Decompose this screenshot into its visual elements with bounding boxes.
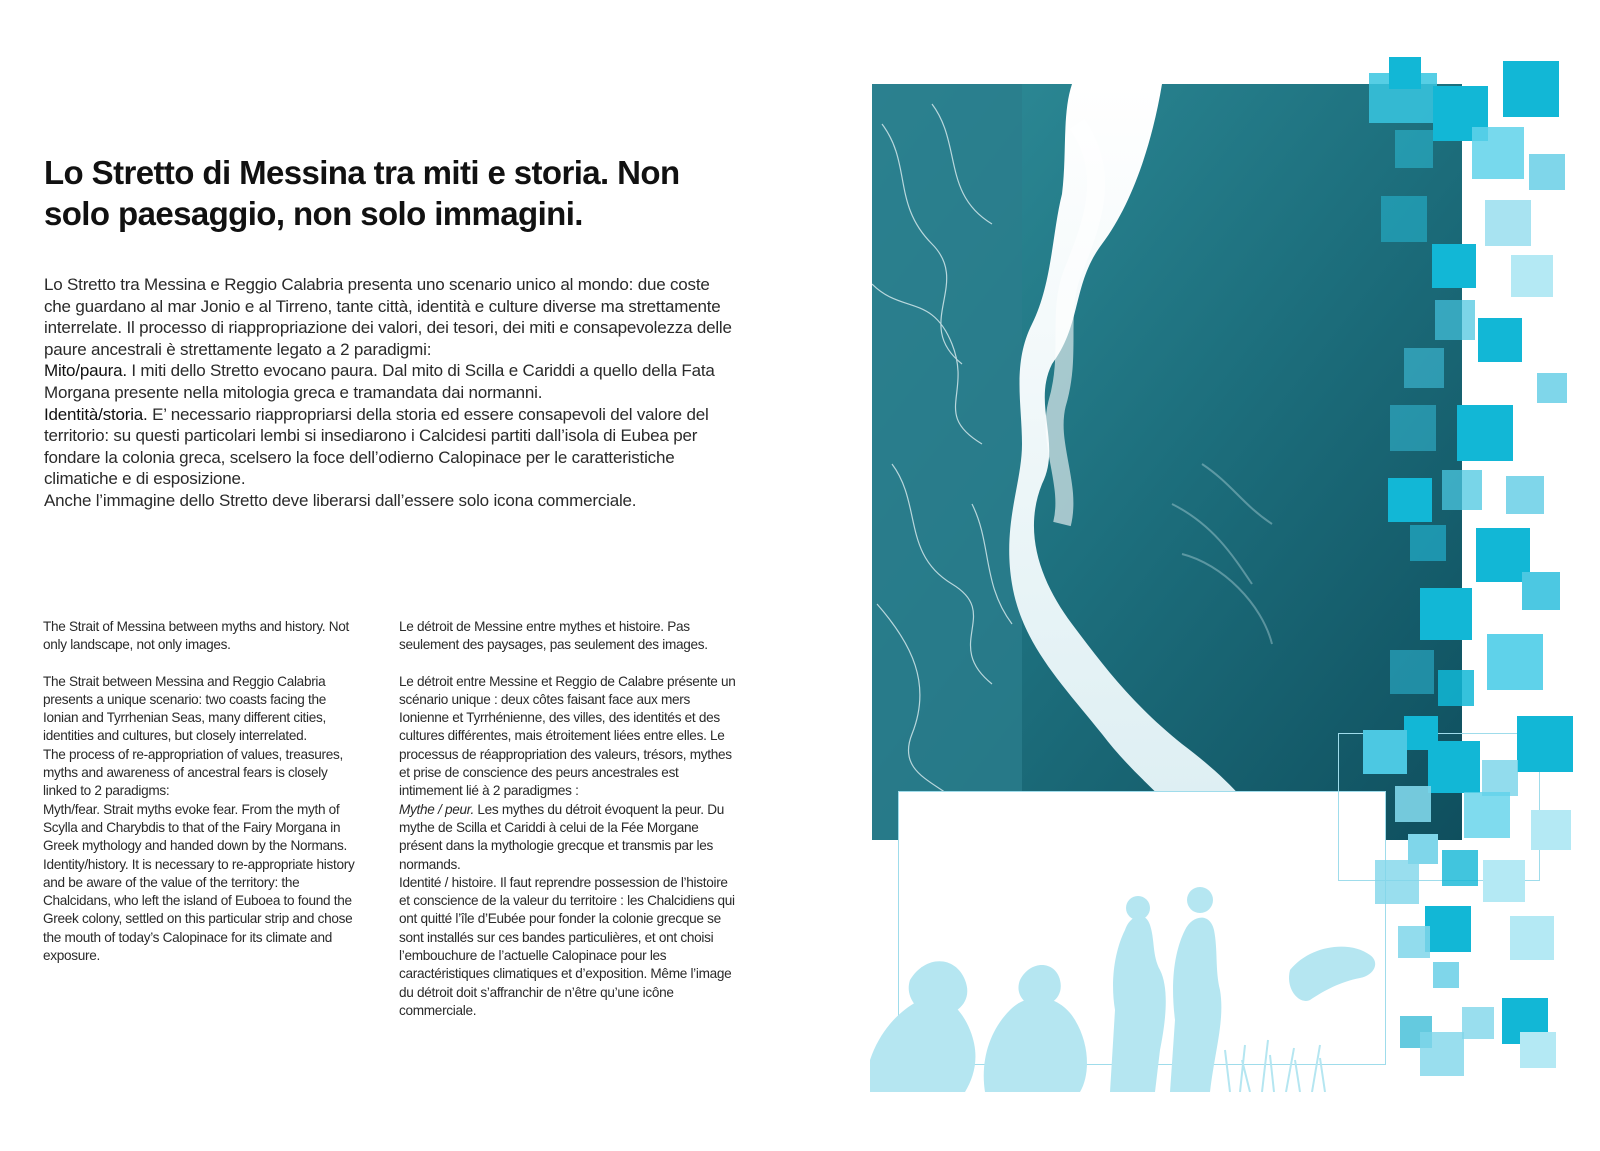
mosaic-tile <box>1482 760 1518 796</box>
mosaic-tile <box>1464 792 1510 838</box>
mosaic-tile <box>1428 741 1480 793</box>
french-myth-text: Les mythes du détroit évoquent la peur. Du mythe de Scilla et Cariddi à celui de la Fée Morgane présent dans la mythologie grecque et transmis par les normands. <box>399 801 725 872</box>
italian-paragraph-myth <box>44 360 734 403</box>
aerial-wave-photo <box>872 84 1462 840</box>
walking-person-right-head <box>1187 887 1213 913</box>
french-myth-label: Mythe / peur. <box>399 801 474 817</box>
mosaic-tile <box>1438 670 1474 706</box>
mosaic-tile <box>1389 57 1421 89</box>
french-paragraph: Le détroit entre Messine et Reggio de Calabre présente un scénario unique : deux côtes faisant face aux mers Ionienne et Tyrrhénienne, des villes, des identités et des cultures différentes, mais étroitement liées entre elles. Le processus de réappropriation des valeurs, trésors, mythes et prise de conscience des peurs ancestrales est intimement lié à 2 paradigmes : <box>399 673 736 799</box>
walking-person-right <box>1170 918 1221 1092</box>
italian-paragraph-closing: Anche l’immagine dello Stretto deve liberarsi dall’essere solo icona commerciale. <box>44 490 637 510</box>
english-paragraph: The Strait between Messina and Reggio Calabria presents a unique scenario: two coasts facing the Ionian and Tyrrhenian Seas, many different cities, identities and cultures, but closely interrelated. <box>43 673 327 744</box>
mosaic-tile <box>1432 244 1476 288</box>
mosaic-tile <box>1398 926 1430 958</box>
mosaic-tile <box>1375 860 1419 904</box>
mosaic-tile <box>1520 1032 1556 1068</box>
mosaic-tile <box>1410 525 1446 561</box>
mosaic-tile <box>1425 906 1471 952</box>
italian-myth-label: Mito/paura. <box>44 361 127 381</box>
french-title: Le détroit de Messine entre mythes et histoire. Pas seulement des paysages, pas seulement des images. <box>399 619 708 653</box>
mosaic-tile <box>1433 962 1459 988</box>
dolphin-figure <box>1289 947 1375 1001</box>
walking-person-left <box>1110 916 1166 1092</box>
mosaic-tile <box>1420 1032 1464 1076</box>
seated-person-right <box>984 998 1087 1092</box>
mosaic-tile <box>1506 476 1544 514</box>
italian-identity-label: Identità/storia. <box>44 404 148 424</box>
english-paragraph: Identity/history. It is necessary to re-appropriate history and be aware of the value of the territory: the Chalcidans, who left the island of Euboea to found the Greek colony, settled on this particular strip and chose the mouth of today’s Calopinace for its climate and exposure. <box>43 856 355 964</box>
italian-body <box>44 274 734 512</box>
mosaic-tile <box>1531 810 1571 850</box>
mosaic-tile <box>1457 405 1513 461</box>
mosaic-tile <box>1404 348 1444 388</box>
mosaic-tile <box>1487 634 1543 690</box>
italian-myth-text: I miti dello Stretto evocano paura. Dal mito di Scilla e Cariddi a quello della Fata Morgana presente nella mitologia greca e tramandata dai normanni. <box>44 361 715 402</box>
mosaic-tile <box>1390 650 1434 694</box>
paragraph-gap <box>43 655 361 673</box>
italian-identity-text: E’ necessario riappropriarsi della storia ed essere consapevoli del valore del territorio: su questi particolari lembi si insediarono i Calcidesi partiti dall’isola di Eubea per fondare la colonia greca, scelsero la foce dell’odierno Calopinace per le caratteristiche climatiche e di esposizione. <box>44 404 709 489</box>
mosaic-tile <box>1395 130 1433 168</box>
mosaic-tile <box>1442 470 1482 510</box>
wave-illustration <box>872 84 1462 840</box>
mosaic-tile <box>1522 572 1560 610</box>
mosaic-tile <box>1363 730 1407 774</box>
english-column <box>43 618 361 965</box>
mosaic-tile <box>1420 588 1472 640</box>
mosaic-tile <box>1517 716 1573 772</box>
seated-person-hat <box>1018 965 1060 1006</box>
english-paragraph: The process of re-appropriation of values, treasures, myths and awareness of ancestral fears is closely linked to 2 paradigms: <box>43 746 343 799</box>
mosaic-tile <box>1395 786 1431 822</box>
italian-paragraph-intro: Lo Stretto tra Messina e Reggio Calabria presenta uno scenario unico al mondo: due coste che guardano al mar Jonio e al Tirreno, tante città, identità e culture diverse ma strettamente interrelate. Il processo di riappropriazione dei valori, dei tesori, dei miti e consapevolezza delle paure ancestrali è strettamente legato a 2 paradigmi: <box>44 275 732 359</box>
english-title: The Strait of Messina between myths and history. Not only landscape, not only images. <box>43 619 350 653</box>
left-sea-band <box>872 84 1022 840</box>
mosaic-tile <box>1478 318 1522 362</box>
mosaic-tile <box>1537 373 1567 403</box>
mosaic-tile <box>1483 860 1525 902</box>
mosaic-tile <box>1511 255 1553 297</box>
mosaic-tile <box>1388 478 1432 522</box>
mosaic-tile <box>1510 916 1554 960</box>
mosaic-tile <box>1381 196 1427 242</box>
french-column <box>399 618 739 1020</box>
french-paragraph-myth <box>399 801 739 874</box>
french-paragraph: Identité / histoire. Il faut reprendre possession de l’histoire et conscience de la valeur du territoire : les Chalcidiens qui ont quitté l’île d’Eubée pour fonder la colonie grecque se sont installés sur ces bandes particulières, et ont choisi l’embouchure de l’actuelle Calopinace pour les caractéristiques climatiques et d’exposition. Même l’image du détroit doit s’affranchir de n’être qu’une icône commerciale. <box>399 874 735 1018</box>
mosaic-tile <box>1472 127 1524 179</box>
paragraph-gap <box>399 655 739 673</box>
grass <box>1225 1040 1325 1092</box>
mosaic-tile <box>1529 154 1565 190</box>
mosaic-tile <box>1462 1007 1494 1039</box>
english-paragraph: Myth/fear. Strait myths evoke fear. From the myth of Scylla and Charybdis to that of the Fairy Morgana in Greek mythology and handed down by the Normans. <box>43 801 348 854</box>
mosaic-tile <box>1435 300 1475 340</box>
walking-person-left-head <box>1126 896 1150 920</box>
mosaic-tile <box>1503 61 1559 117</box>
page-title: Lo Stretto di Messina tra miti e storia. Non solo paesaggio, non solo immagini. <box>44 154 680 232</box>
italian-paragraph-identity <box>44 404 734 490</box>
mosaic-tile <box>1442 850 1478 886</box>
mosaic-tile <box>1485 200 1531 246</box>
mosaic-tile <box>1390 405 1436 451</box>
